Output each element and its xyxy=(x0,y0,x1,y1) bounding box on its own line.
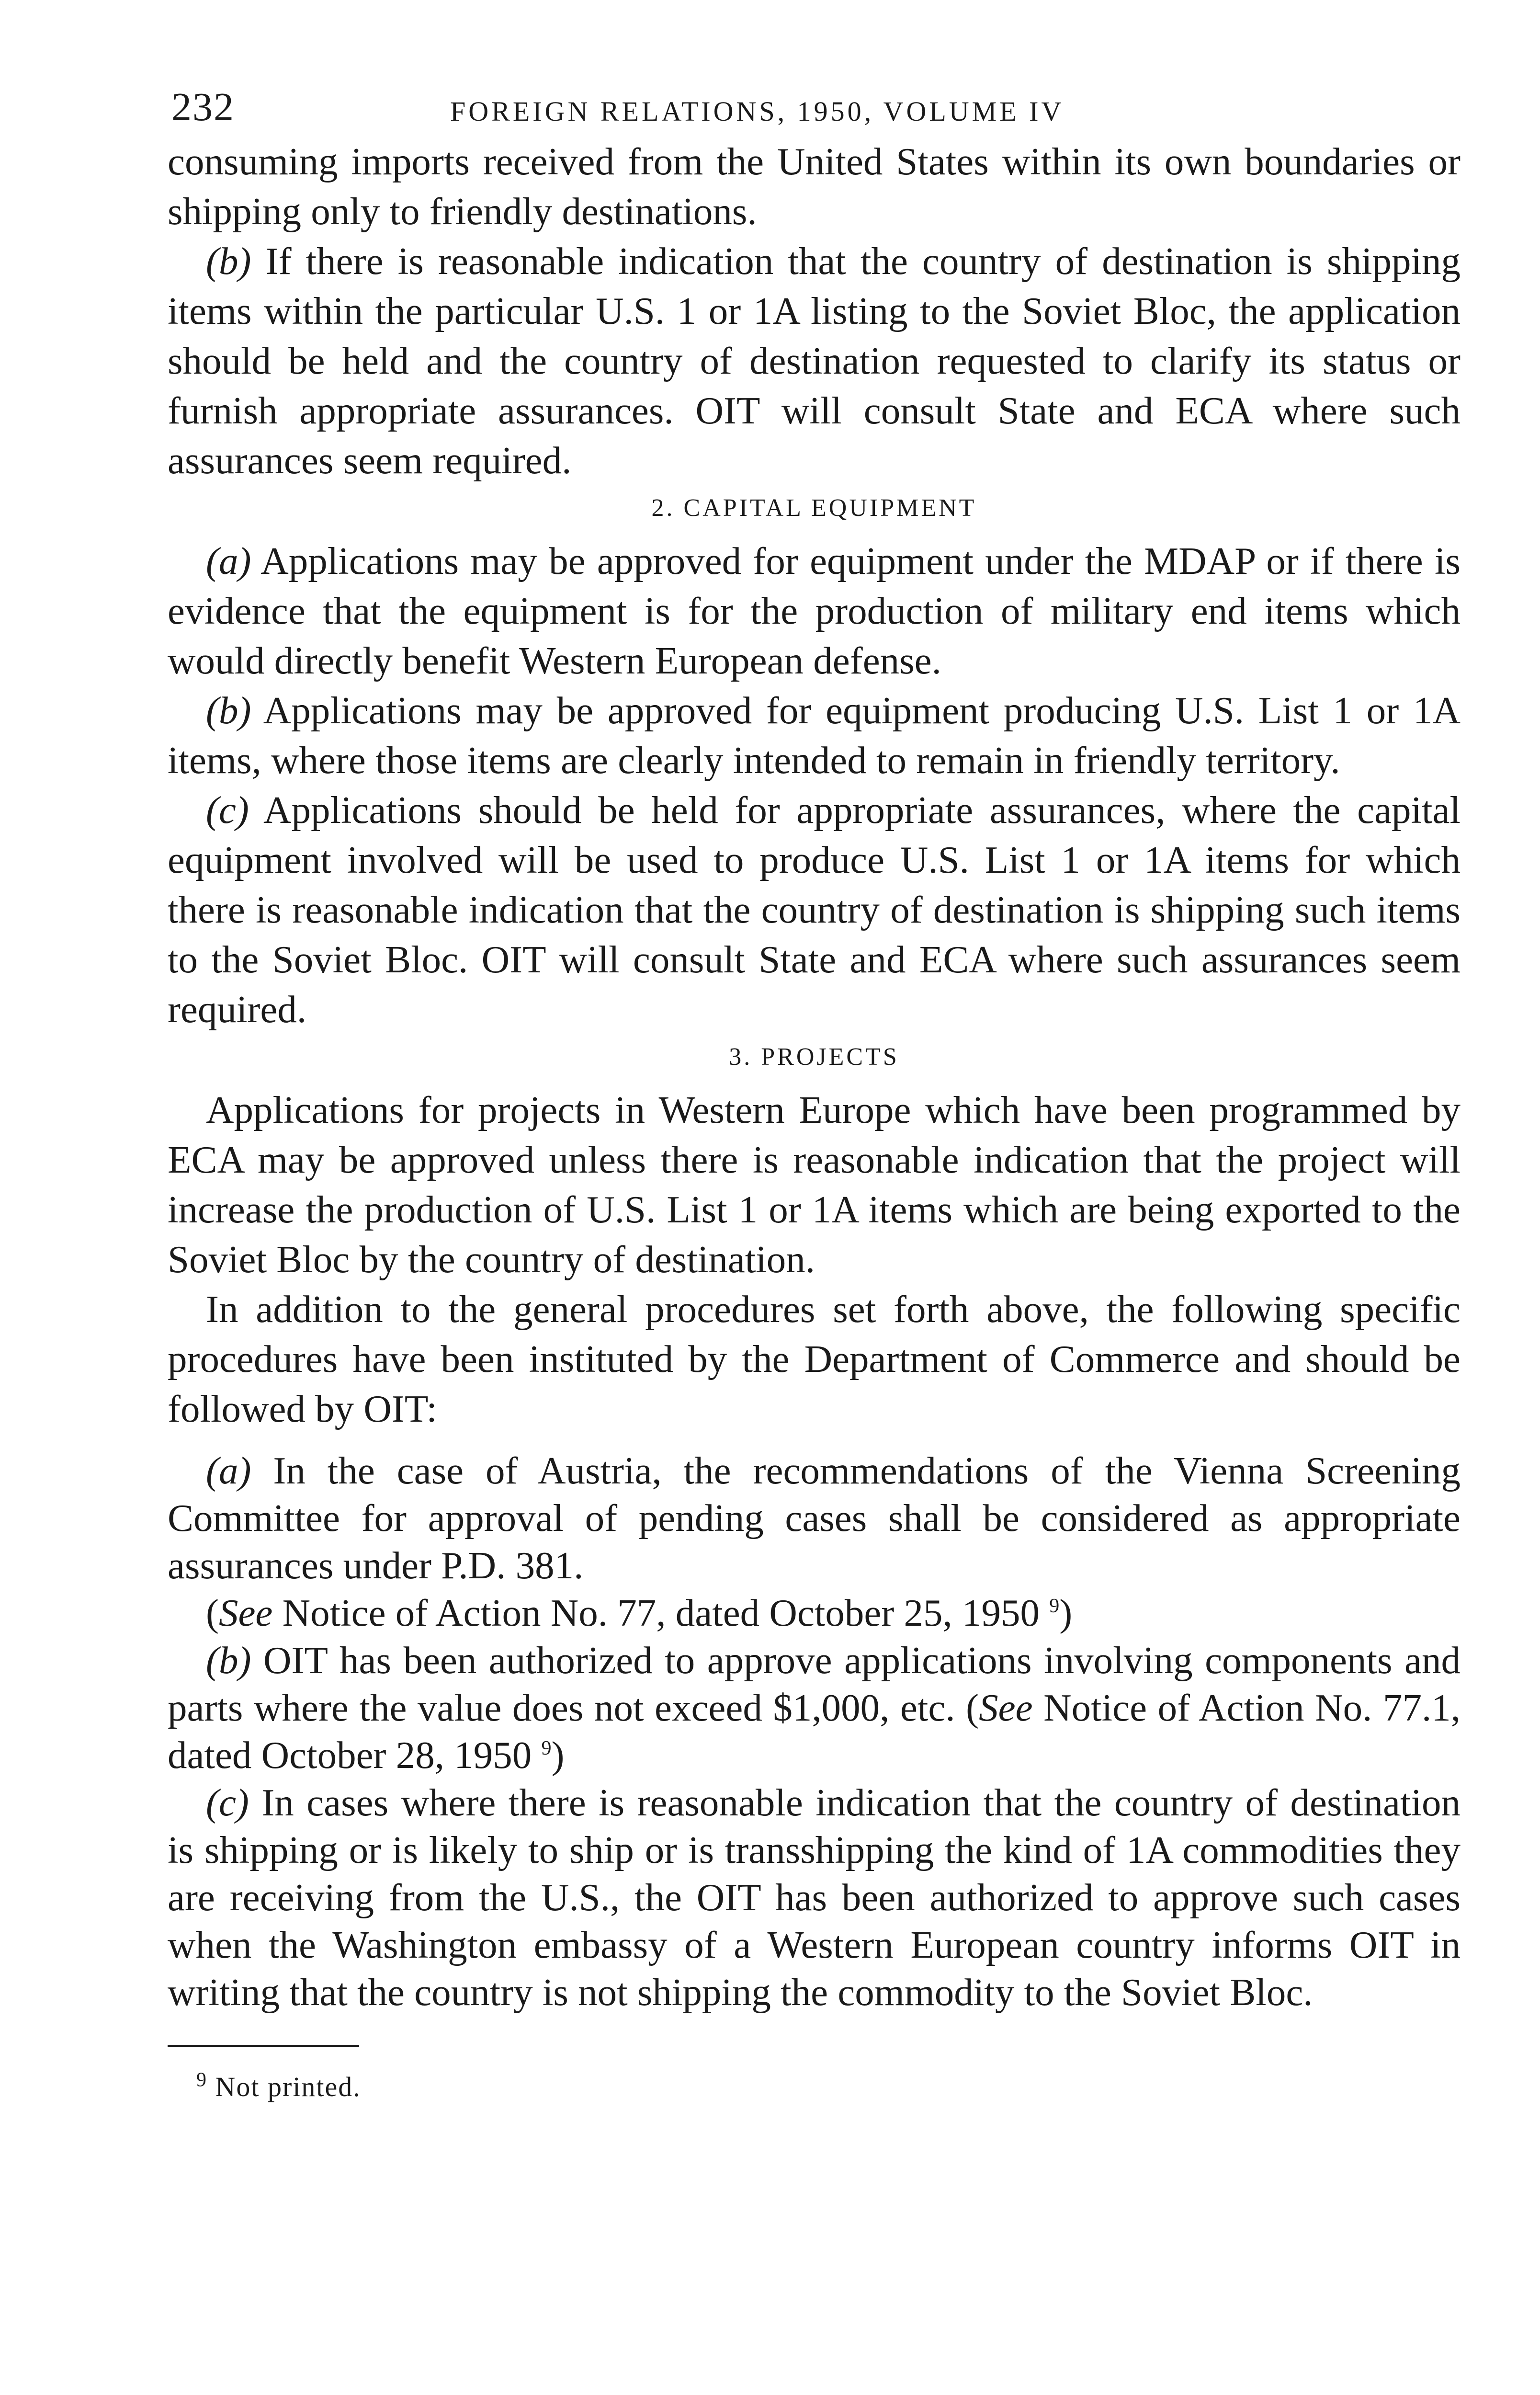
footnote-marker-b: 9 xyxy=(541,1737,552,1759)
label-2a: (a) xyxy=(206,539,251,582)
see-a: See xyxy=(218,1591,273,1634)
text-1b: If there is reasonable indication that the country of destination is shipping items within the particular U.S. 1 or 1A listing to the Soviet Bloc, the application should be held and the country of destination requested to clarify its status or furnish appropriate assurances. OIT will consult State and ECA where such assurances seem required. xyxy=(168,240,1461,482)
footnote xyxy=(168,2071,1461,2103)
footnote-marker: 9 xyxy=(196,2069,207,2091)
procedure-c xyxy=(168,1779,1461,2016)
label-proc-b: (b) xyxy=(206,1639,251,1682)
text-2a: Applications may be approved for equipment under the MDAP or if there is evidence that the equipment is for the production of military end items which would directly benefit Western European defense. xyxy=(168,539,1461,682)
document-page xyxy=(168,84,1461,2103)
procedure-a-reference: (See Notice of Action No. 77, dated October 25, 1950 $^9$) xyxy=(206,1591,1073,1634)
spacer xyxy=(168,1434,1461,1447)
procedure-a xyxy=(168,1447,1461,1589)
label-1b: (b) xyxy=(206,240,251,283)
paragraph-projects: Applications for projects in Western Europe which have been programmed by ECA may be approved unless there is reasonable indication that the project will increase the production of U.S. List 1 or 1A items which are being exported to the Soviet Bloc by the country of destination. xyxy=(168,1088,1461,1281)
paragraph-procedures-intro: In addition to the general procedures set forth above, the following specific procedures have been instituted by the Department of Commerce and should be followed by OIT: xyxy=(168,1288,1461,1430)
footnote-marker-a: 9 xyxy=(1049,1595,1060,1617)
running-title: FOREIGN RELATIONS, 1950, VOLUME IV xyxy=(450,96,1064,127)
footnote-rule xyxy=(168,2045,359,2047)
paragraph-1b xyxy=(168,236,1461,485)
continuation-paragraph: consuming imports received from the United States within its own boundaries or shipping only to friendly destinations. xyxy=(168,140,1461,233)
see-b: See xyxy=(979,1686,1033,1729)
text-proc-c: In cases where there is reasonable indication that the country of destination is shipping or is likely to ship or is transshipping the kind of 1A commodities they are receiving from the U.S., the OIT has been authorized to approve such cases when the Washington embassy of a Western European country informs OIT in writing that the country is not shipping the commodity to the Soviet Bloc. xyxy=(168,1781,1461,2014)
section-heading-capital-equipment: 2. CAPITAL EQUIPMENT xyxy=(651,494,977,522)
running-head xyxy=(168,84,1461,137)
footnote-text: Not printed. xyxy=(215,2071,361,2102)
procedure-b: (b) OIT has been authorized to approve applications involving components and parts where the value does not exceed $1,000, etc. (See Notice of Action No. 77.1, dated October 28, 1950 $^9$) xyxy=(168,1639,1461,1777)
label-2c: (c) xyxy=(206,788,249,832)
paragraph-2b xyxy=(168,685,1461,785)
label-proc-a: (a) xyxy=(206,1449,251,1492)
paragraph-2c xyxy=(168,785,1461,1034)
paragraph-2a xyxy=(168,536,1461,685)
ref-b: Notice of Action No. 77.1, dated October 28, 1950 xyxy=(168,1686,1461,1777)
text-2c: Applications should be held for appropriate assurances, where the capital equipment involved will be used to produce U.S. List 1 or 1A items for which there is reasonable indication that the country of destination is shipping such items to the Soviet Bloc. OIT will consult State and ECA where such assurances seem required. xyxy=(168,788,1461,1031)
text-proc-a: In the case of Austria, the recommendations of the Vienna Screening Committee for approval of pending cases shall be considered as appropriate assurances under P.D. 381. xyxy=(168,1449,1461,1587)
page-number: 232 xyxy=(171,85,235,129)
label-proc-c: (c) xyxy=(206,1781,249,1824)
label-2b: (b) xyxy=(206,689,251,732)
text-2b: Applications may be approved for equipment producing U.S. List 1 or 1A items, where those items are clearly intended to remain in friendly territory. xyxy=(168,689,1461,782)
ref-a: Notice of Action No. 77, dated October 25, 1950 xyxy=(272,1591,1040,1634)
text-proc-b: OIT has been authorized to approve applications involving components and parts where the value does not exceed $1,000, etc. xyxy=(168,1639,1461,1729)
section-heading-projects: 3. PROJECTS xyxy=(729,1043,899,1071)
